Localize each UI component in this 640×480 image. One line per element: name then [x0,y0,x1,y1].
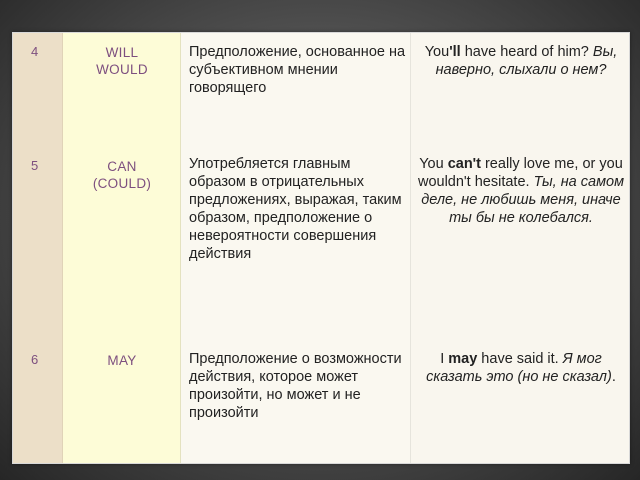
verb-cell [63,44,181,78]
verb-may: MAY [107,353,137,368]
verb-would: WOULD [96,62,148,77]
description-text: Предположение, основанное на субъективном мнении говорящего [189,44,406,96]
example-column [411,33,629,463]
modal-verbs-table [12,32,630,464]
verb-cell [63,158,181,192]
verb-cell [63,352,181,369]
example-text: You'll have heard of him? Вы, наверно, слыхали о нем? [424,44,618,78]
verb-column [63,33,181,463]
row-number: 5 [31,158,39,173]
description-text: Употребляется главным образом в отрицательных предложениях, выражая, таким образом, предположение о невероятности совершения действия [189,156,402,262]
row-number: 6 [31,352,39,367]
row-number: 4 [31,44,39,59]
description-text: Предположение о возможности действия, которое может произойти, но может и не произойти [189,351,402,421]
description-column [181,33,411,463]
number-column [13,33,63,463]
verb-will: WILL [105,45,139,60]
verb-could: (COULD) [92,176,152,191]
verb-can: CAN [107,159,137,174]
example-text: I may have said it. Я мог сказать это (но не сказал). [426,351,616,385]
example-text: You can't really love me, or you wouldn't hesitate. Ты, на самом деле, не любишь меня, иначе ты бы не колебался. [417,156,625,226]
